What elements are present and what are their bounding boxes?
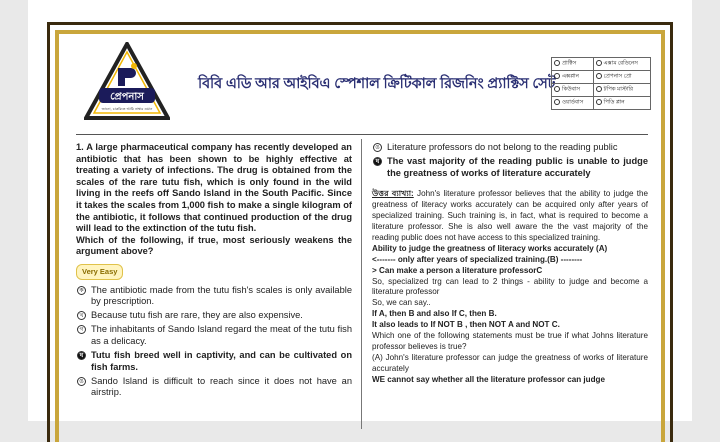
answer-column (372, 142, 648, 386)
option-marker-icon: গ (77, 325, 86, 334)
option-text: Tutu fish breed well in captivity, and can be cultivated on fish farms. (91, 350, 352, 372)
category-label: প্রাক্টিস (562, 60, 577, 67)
option-text: The vast majority of the reading public is unable to judge the greatness of works of literature accurately (387, 156, 648, 178)
category-label: ওয়ার্ডবাস (562, 99, 584, 106)
explanation (372, 189, 648, 385)
explanation-line: > Can make a person a literature professorC (372, 265, 543, 275)
option-text: The inhabitants of Sando Island regard the meat of the tutu fish as a delicacy. (91, 324, 352, 346)
category-row (552, 58, 651, 71)
option-marker-icon: ঙ (373, 143, 382, 152)
explanation-label: উত্তর ব্যাখ্যা: (372, 189, 414, 199)
explanation-line: So, specialized trg can lead to 2 things - ability to judge and become a literature professor (372, 276, 648, 297)
category-label: টপিক মাস্টারি (603, 86, 634, 93)
question-text: 1. A large pharmaceutical company has recently developed an antibiotic that has been shown to be highly effective at treating a variety of infections. The drug is obtained from the scales of the rare tutu fish, which is only found in the wild living in the reefs off Sando Island in the South Pacific. Since it takes the scales from 1,000 fish to make a single kilogram of the antibiotic, it follows that continued production of the drug will lead to the extinction of the tutu fish. (76, 142, 352, 234)
explanation-line: Which one of the following statements must be true if what Johns literature professor believes is true? (372, 331, 648, 351)
category-label: প্রেপনাস প্রো (603, 73, 632, 80)
explanation-line: (A) John's literature professor can judge the greatness of works of literature accurately (372, 352, 648, 373)
option-marker-icon: খ (77, 311, 86, 320)
category-label: কিউবাস (562, 86, 580, 93)
category-cell (552, 84, 594, 97)
difficulty-badge: Very Easy (76, 264, 123, 280)
circle-icon (554, 60, 560, 66)
explanation-line: WE cannot say whether all the literature professor can judge (372, 374, 605, 384)
page-title: বিবি এডি আর আইবিএ স্পেশাল ক্রিটিকাল রিজনিং প্র্যাক্টিস সেট (198, 76, 556, 92)
category-row (552, 97, 651, 110)
column-divider (361, 139, 362, 429)
circle-icon (554, 86, 560, 92)
option-text: The antibiotic made from the tutu fish's scales is only available by prescription. (91, 284, 352, 307)
answer-option[interactable] (76, 285, 352, 308)
option-marker-icon: ঙ (77, 377, 86, 386)
category-cell (593, 84, 651, 97)
category-cell (593, 71, 651, 84)
explanation-line: So, we can say.. (372, 298, 431, 308)
option-text: Sando Island is difficult to reach since it does not have an airstrip. (91, 375, 352, 398)
category-label: পিডি প্লান (603, 99, 625, 106)
option-marker-icon: ক (77, 286, 86, 295)
option-text: Because tutu fish are rare, they are also expensive. (91, 310, 303, 321)
category-label: এক্সপ্লান (562, 73, 579, 80)
header-divider (76, 134, 648, 135)
explanation-lead: John's literature professor believes that the ability to judge the greatness of literacy works accurately can be acquired only after years of specialized training. Such training is, in fact, what is required to become a literature professor. She is also well aware the the vast majority of the reading public does not have access to this specialized training. (372, 189, 648, 242)
circle-icon (554, 73, 560, 79)
category-cell (593, 97, 651, 110)
circle-icon (554, 99, 560, 105)
question-column (76, 142, 352, 401)
explanation-line: <------- only after years of specialized training.(B) -------- (372, 254, 583, 264)
worksheet-page (28, 0, 692, 421)
answer-option-correct[interactable] (372, 156, 648, 179)
answer-option[interactable] (372, 142, 648, 154)
circle-icon (596, 99, 602, 105)
answer-option[interactable] (76, 310, 352, 322)
category-cell (552, 97, 594, 110)
explanation-line: Ability to judge the greatness of literacy works accurately (A) (372, 243, 608, 253)
category-row (552, 71, 651, 84)
option-marker-icon: ঘ (77, 351, 86, 360)
category-box (551, 57, 651, 110)
options-list (76, 285, 352, 399)
circle-icon (596, 73, 602, 79)
question-prompt: Which of the following, if true, most seriously weakens the argument above? (76, 234, 352, 257)
option-text: Literature professors do not belong to the reading public (387, 142, 618, 152)
explanation-line: It also leads to If NOT B , then NOT A and NOT C. (372, 320, 560, 330)
answer-option[interactable] (76, 376, 352, 399)
explanation-line: If A, then B and also If C, then B. (372, 309, 497, 319)
option-marker-icon: ঘ (373, 157, 382, 166)
continued-options (372, 142, 648, 179)
prepnas-logo (84, 42, 170, 122)
category-cell (552, 58, 594, 71)
category-label: এক্সাম রেডিনেস (603, 60, 638, 67)
answer-option-correct[interactable] (76, 350, 352, 373)
category-cell (552, 71, 594, 84)
answer-option[interactable] (76, 324, 352, 347)
circle-icon (596, 60, 602, 66)
category-row (552, 84, 651, 97)
category-cell (593, 58, 651, 71)
logo-tagline: জানো, চাকরিতে আমি নাম্বার ওয়ান (101, 107, 153, 111)
logo-wordmark: প্রেপনাস (110, 91, 144, 103)
circle-icon (596, 86, 602, 92)
